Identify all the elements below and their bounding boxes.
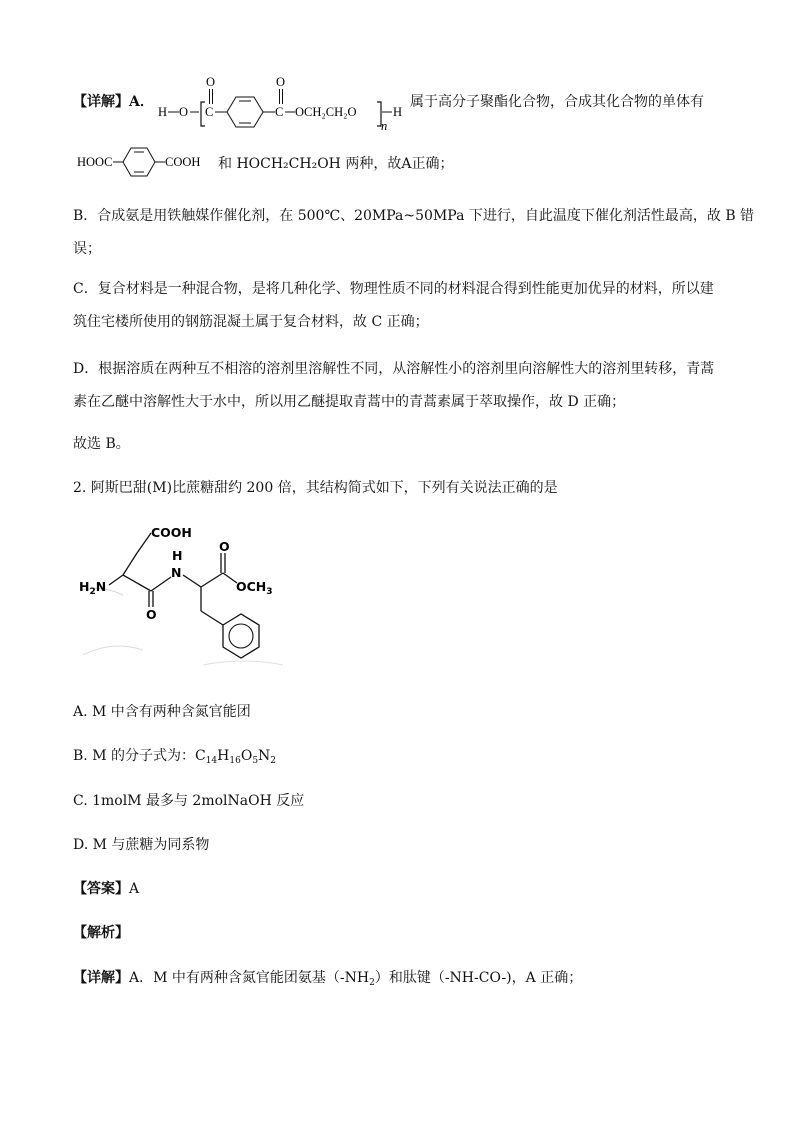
option-c: C. 1molM 最多与 2molNaOH 反应 <box>73 793 305 809</box>
explanation-d: D．根据溶质在两种互不相溶的溶剂里溶解性不同，从溶解性小的溶剂里向溶解性大的溶剂里转移，青蒿 素在乙醚中溶解性大于水中，所以用乙醚提取青蒿中的青蒿素属于萃取操作，故 D 正确； <box>73 361 715 410</box>
option-b: B. M 的分子式为：$C_{14}H_{16}O_5N_2$ <box>73 748 277 766</box>
option-d: D. M 与蔗糖为同系物 <box>73 837 210 853</box>
detail-a: 【详解】A．M 中有两种含氮官能团氨基$(-NH_2)$和肽键（-NH-CO-)，A 正确； <box>73 970 583 988</box>
option-a: A. M 中含有两种含氮官能团 <box>73 704 251 720</box>
terephthalic-acid-structure <box>75 142 220 182</box>
analysis-heading: 【解析】 <box>73 925 129 941</box>
question-2-stem: 2. 阿斯巴甜(M)比蔗糖甜约 200 倍，其结构简式如下，下列有关说法正确的是 <box>73 480 558 496</box>
explanation-c: C．复合材料是一种混合物，是将几种化学、物理性质不同的材料混合得到性能更加优异的材料，所以建 筑住宅楼所使用的钢筋混凝土属于复合材料，故 C 正确； <box>73 281 714 330</box>
polymer-h-left: H <box>158 105 168 119</box>
explanation-a-text: 属于高分子聚酯化合物，合成其化合物的单体有 <box>410 94 704 110</box>
polymer-carbonyl-o-left: O <box>206 75 216 89</box>
aspartame-h2n: $H_2N$ <box>79 579 107 597</box>
answer: 【答案】A <box>73 881 140 897</box>
polymer-carbonyl-o-right: O <box>276 75 286 89</box>
polymer-c-right: C <box>275 105 284 119</box>
polymer-o-left: O <box>179 105 189 119</box>
monomer-hooc: HOOC <box>77 155 113 169</box>
explanation-a-monomer-text: 和 HOCH₂CH₂OH 两种，故A正确； <box>218 156 454 172</box>
aspartame-structure <box>73 515 298 675</box>
conclusion: 故选 B。 <box>73 436 130 452</box>
polyester-structure <box>155 70 410 132</box>
aspartame-ester-o: O <box>219 539 230 554</box>
aspartame-amide-o: O <box>146 607 157 622</box>
aspartame-cooh: COOH <box>151 525 192 540</box>
explanation-b: B．合成氨是用铁触媒作催化剂，在 500℃、20MPa~50MPa 下进行，自此温度下催化剂活性最高，故 B 错 误； <box>73 208 755 257</box>
polymer-ester-segment: OCH₂CH₂O <box>295 105 357 119</box>
polymer-subscript-n: n <box>381 119 388 132</box>
monomer-cooh: COOH <box>165 155 201 169</box>
polymer-h-right: H <box>393 105 403 119</box>
polymer-c-left: C <box>205 105 214 119</box>
aspartame-nh-n: N <box>171 565 182 580</box>
aspartame-och3: $OCH_3$ <box>236 579 273 597</box>
aspartame-nh-h: H <box>172 548 183 563</box>
explanation-a-tag: 【详解】A． <box>73 94 154 110</box>
